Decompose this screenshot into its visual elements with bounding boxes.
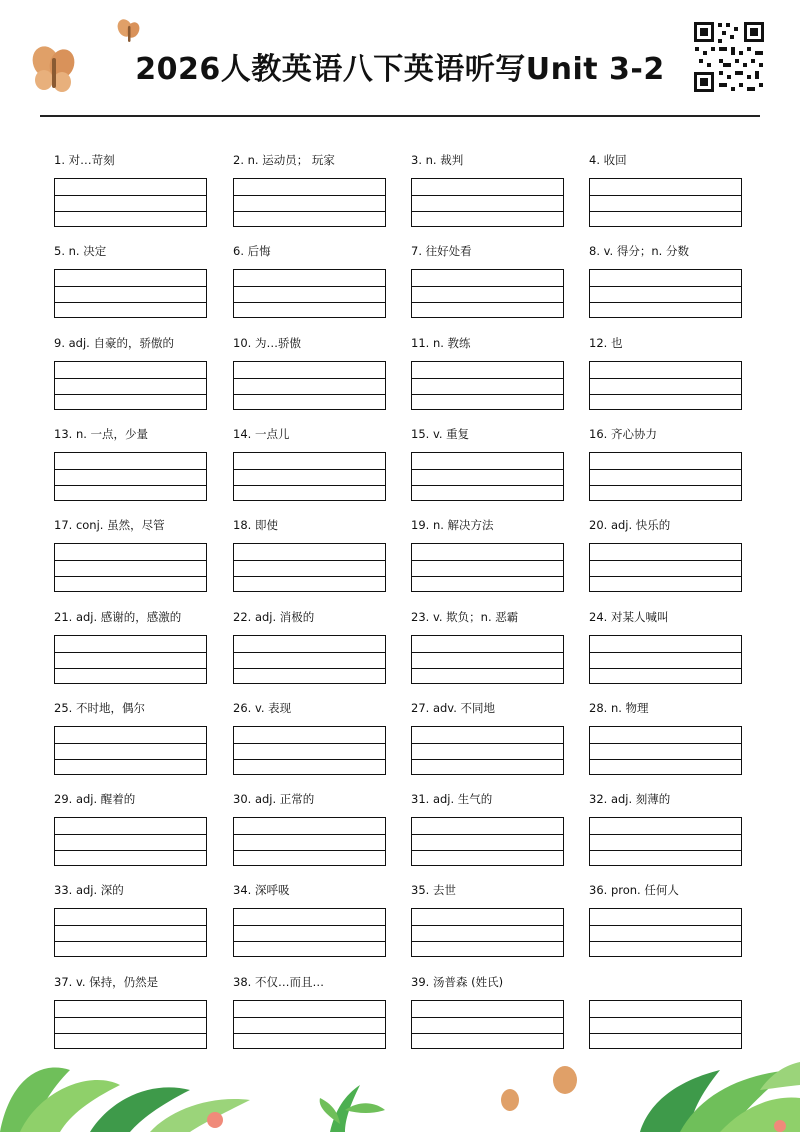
writing-line bbox=[590, 652, 741, 653]
item-prompt: 38. 不仅…而且… bbox=[233, 974, 324, 989]
writing-line bbox=[590, 195, 741, 196]
writing-line bbox=[55, 560, 206, 561]
dictation-item bbox=[54, 335, 210, 351]
dictation-item bbox=[589, 791, 745, 807]
item-prompt: 18. 即使 bbox=[233, 518, 278, 533]
writing-line bbox=[412, 834, 563, 835]
answer-box[interactable] bbox=[54, 178, 207, 227]
writing-line bbox=[234, 378, 385, 379]
item-prompt: 9. adj. 自豪的，骄傲的 bbox=[54, 335, 174, 350]
answer-box[interactable] bbox=[589, 543, 742, 592]
dictation-item bbox=[233, 700, 389, 716]
item-prompt: 16. 齐心协力 bbox=[589, 426, 657, 441]
writing-line bbox=[55, 925, 206, 926]
writing-line bbox=[412, 759, 563, 760]
writing-line bbox=[55, 1017, 206, 1018]
answer-box[interactable] bbox=[589, 726, 742, 775]
writing-line bbox=[234, 652, 385, 653]
item-prompt: 8. v. 得分；n. 分数 bbox=[589, 244, 689, 259]
dictation-item bbox=[54, 882, 210, 898]
dictation-item bbox=[589, 609, 745, 625]
answer-box[interactable] bbox=[589, 452, 742, 501]
writing-line bbox=[412, 286, 563, 287]
dictation-item bbox=[233, 243, 389, 259]
writing-line bbox=[590, 576, 741, 577]
writing-line bbox=[412, 743, 563, 744]
item-prompt: 14. 一点儿 bbox=[233, 426, 290, 441]
writing-line bbox=[55, 759, 206, 760]
dictation-item bbox=[589, 335, 745, 351]
writing-line bbox=[412, 925, 563, 926]
writing-line bbox=[412, 302, 563, 303]
dictation-item bbox=[54, 609, 210, 625]
writing-line bbox=[590, 469, 741, 470]
writing-line bbox=[234, 668, 385, 669]
dictation-item bbox=[411, 335, 567, 351]
writing-line bbox=[234, 560, 385, 561]
answer-box[interactable] bbox=[233, 361, 386, 410]
item-prompt: 10. 为…骄傲 bbox=[233, 335, 301, 350]
writing-line bbox=[590, 941, 741, 942]
answer-box[interactable] bbox=[233, 178, 386, 227]
item-prompt: 15. v. 重复 bbox=[411, 426, 470, 441]
answer-box[interactable] bbox=[411, 361, 564, 410]
answer-box[interactable] bbox=[233, 908, 386, 957]
answer-box[interactable] bbox=[54, 269, 207, 318]
dictation-item bbox=[233, 335, 389, 351]
writing-line bbox=[234, 941, 385, 942]
writing-line bbox=[590, 925, 741, 926]
item-prompt: 31. adj. 生气的 bbox=[411, 792, 493, 807]
writing-line bbox=[55, 195, 206, 196]
item-prompt: 6. 后悔 bbox=[233, 244, 271, 259]
writing-line bbox=[234, 743, 385, 744]
answer-box[interactable] bbox=[589, 269, 742, 318]
writing-line bbox=[412, 576, 563, 577]
dictation-item bbox=[411, 791, 567, 807]
dictation-item bbox=[233, 426, 389, 442]
item-prompt: 11. n. 教练 bbox=[411, 335, 471, 350]
dictation-item bbox=[233, 609, 389, 625]
writing-line bbox=[412, 850, 563, 851]
writing-line bbox=[55, 211, 206, 212]
item-prompt: 24. 对某人喊叫 bbox=[589, 609, 669, 624]
item-prompt: 3. n. 裁判 bbox=[411, 153, 464, 167]
item-prompt: 25. 不时地，偶尔 bbox=[54, 700, 145, 715]
item-prompt: 20. adj. 快乐的 bbox=[589, 518, 671, 533]
writing-line bbox=[412, 211, 563, 212]
writing-line bbox=[590, 394, 741, 395]
answer-box[interactable] bbox=[411, 908, 564, 957]
writing-line bbox=[412, 195, 563, 196]
item-prompt: 28. n. 物理 bbox=[589, 700, 649, 715]
item-prompt: 7. 往好处看 bbox=[411, 244, 472, 259]
dictation-item bbox=[54, 517, 210, 533]
answer-box[interactable] bbox=[233, 817, 386, 866]
butterfly-icon bbox=[116, 18, 142, 46]
item-prompt: 1. 对…苛刻 bbox=[54, 153, 115, 167]
writing-line bbox=[55, 850, 206, 851]
dictation-item bbox=[54, 152, 210, 168]
writing-line bbox=[55, 286, 206, 287]
dictation-item bbox=[411, 882, 567, 898]
writing-line bbox=[590, 1017, 741, 1018]
dictation-item bbox=[589, 243, 745, 259]
answer-box[interactable] bbox=[589, 817, 742, 866]
dictation-item bbox=[589, 882, 745, 898]
dictation-item bbox=[411, 974, 567, 990]
answer-box[interactable] bbox=[54, 361, 207, 410]
item-prompt: 13. n. 一点，少量 bbox=[54, 426, 149, 441]
writing-line bbox=[234, 850, 385, 851]
dictation-item bbox=[233, 517, 389, 533]
answer-box[interactable] bbox=[589, 635, 742, 684]
item-prompt: 23. v. 欺负；n. 恶霸 bbox=[411, 609, 519, 624]
answer-box[interactable] bbox=[411, 178, 564, 227]
qr-code-icon bbox=[692, 20, 766, 94]
dictation-item bbox=[233, 974, 389, 990]
writing-line bbox=[412, 378, 563, 379]
dictation-item bbox=[233, 152, 389, 168]
item-prompt: 32. adj. 刻薄的 bbox=[589, 792, 671, 807]
writing-line bbox=[234, 1033, 385, 1034]
dictation-item bbox=[589, 517, 745, 533]
answer-box[interactable] bbox=[411, 635, 564, 684]
answer-box[interactable] bbox=[589, 908, 742, 957]
item-prompt: 39. 汤普森 (姓氏) bbox=[411, 974, 504, 989]
dictation-item bbox=[589, 426, 745, 442]
dictation-item bbox=[233, 791, 389, 807]
item-prompt: 4. 收回 bbox=[589, 153, 627, 167]
item-prompt: 17. conj. 虽然，尽管 bbox=[54, 518, 165, 533]
item-prompt: 2. n. 运动员； 玩家 bbox=[233, 153, 335, 167]
writing-line bbox=[412, 469, 563, 470]
item-prompt: 35. 去世 bbox=[411, 883, 456, 898]
answer-box[interactable] bbox=[233, 452, 386, 501]
dictation-item bbox=[411, 152, 567, 168]
writing-line bbox=[234, 394, 385, 395]
writing-line bbox=[234, 286, 385, 287]
writing-line bbox=[234, 834, 385, 835]
writing-line bbox=[55, 485, 206, 486]
writing-line bbox=[55, 743, 206, 744]
writing-line bbox=[234, 759, 385, 760]
dictation-item bbox=[54, 243, 210, 259]
answer-box[interactable] bbox=[411, 452, 564, 501]
writing-line bbox=[590, 759, 741, 760]
writing-line bbox=[590, 834, 741, 835]
item-prompt: 34. 深呼吸 bbox=[233, 883, 290, 898]
writing-line bbox=[234, 469, 385, 470]
answer-box[interactable] bbox=[589, 178, 742, 227]
writing-line bbox=[412, 560, 563, 561]
writing-line bbox=[55, 834, 206, 835]
dictation-item bbox=[411, 243, 567, 259]
item-prompt: 22. adj. 消极的 bbox=[233, 609, 315, 624]
writing-line bbox=[590, 485, 741, 486]
answer-box[interactable] bbox=[233, 635, 386, 684]
writing-line bbox=[412, 668, 563, 669]
answer-box[interactable] bbox=[233, 543, 386, 592]
dictation-item bbox=[54, 974, 210, 990]
item-prompt bbox=[589, 974, 745, 990]
item-prompt: 37. v. 保持，仍然是 bbox=[54, 974, 159, 989]
answer-box[interactable] bbox=[54, 908, 207, 957]
dictation-item bbox=[411, 700, 567, 716]
dictation-item bbox=[54, 700, 210, 716]
writing-line bbox=[590, 302, 741, 303]
writing-line bbox=[55, 1033, 206, 1034]
writing-line bbox=[590, 560, 741, 561]
answer-box[interactable] bbox=[411, 817, 564, 866]
writing-line bbox=[55, 576, 206, 577]
dictation-item bbox=[411, 609, 567, 625]
item-prompt: 29. adj. 醒着的 bbox=[54, 792, 136, 807]
foliage-decoration-icon bbox=[0, 1040, 800, 1132]
writing-line bbox=[234, 302, 385, 303]
dictation-item bbox=[54, 791, 210, 807]
writing-line bbox=[234, 211, 385, 212]
item-prompt: 19. n. 解决方法 bbox=[411, 518, 494, 533]
answer-box[interactable] bbox=[589, 361, 742, 410]
dictation-item bbox=[589, 974, 745, 990]
answer-box[interactable] bbox=[54, 726, 207, 775]
writing-line bbox=[590, 668, 741, 669]
writing-line bbox=[412, 1033, 563, 1034]
dictation-item bbox=[589, 152, 745, 168]
dictation-item bbox=[411, 517, 567, 533]
answer-box[interactable] bbox=[233, 726, 386, 775]
writing-line bbox=[412, 485, 563, 486]
writing-line bbox=[234, 1017, 385, 1018]
writing-line bbox=[234, 576, 385, 577]
item-prompt: 12. 也 bbox=[589, 335, 623, 350]
item-prompt: 27. adv. 不同地 bbox=[411, 700, 496, 715]
writing-line bbox=[55, 668, 206, 669]
item-prompt: 36. pron. 任何人 bbox=[589, 883, 679, 898]
answer-box[interactable] bbox=[54, 452, 207, 501]
dictation-item bbox=[54, 426, 210, 442]
writing-line bbox=[234, 485, 385, 486]
writing-line bbox=[412, 394, 563, 395]
writing-line bbox=[412, 941, 563, 942]
writing-line bbox=[412, 1017, 563, 1018]
writing-line bbox=[55, 652, 206, 653]
writing-line bbox=[55, 394, 206, 395]
writing-line bbox=[590, 743, 741, 744]
header-divider bbox=[40, 115, 760, 117]
writing-line bbox=[590, 850, 741, 851]
writing-line bbox=[55, 378, 206, 379]
writing-line bbox=[55, 469, 206, 470]
writing-line bbox=[412, 652, 563, 653]
answer-box[interactable] bbox=[54, 817, 207, 866]
dictation-item bbox=[589, 700, 745, 716]
writing-line bbox=[234, 195, 385, 196]
writing-line bbox=[590, 286, 741, 287]
answer-box[interactable] bbox=[411, 726, 564, 775]
item-prompt: 30. adj. 正常的 bbox=[233, 792, 315, 807]
dictation-item bbox=[233, 882, 389, 898]
item-prompt: 21. adj. 感谢的，感激的 bbox=[54, 609, 182, 624]
answer-box[interactable] bbox=[54, 635, 207, 684]
answer-box[interactable] bbox=[411, 269, 564, 318]
writing-line bbox=[55, 941, 206, 942]
writing-line bbox=[590, 1033, 741, 1034]
page-title: 2026人教英语八下英语听写Unit 3-2 bbox=[135, 52, 665, 87]
writing-line bbox=[590, 211, 741, 212]
writing-line bbox=[590, 378, 741, 379]
writing-line bbox=[55, 302, 206, 303]
item-prompt: 33. adj. 深的 bbox=[54, 883, 124, 898]
answer-box[interactable] bbox=[411, 543, 564, 592]
writing-line bbox=[234, 925, 385, 926]
answer-box[interactable] bbox=[54, 543, 207, 592]
answer-box[interactable] bbox=[233, 269, 386, 318]
item-prompt: 5. n. 决定 bbox=[54, 244, 107, 259]
item-prompt: 26. v. 表现 bbox=[233, 700, 292, 715]
dictation-item bbox=[411, 426, 567, 442]
